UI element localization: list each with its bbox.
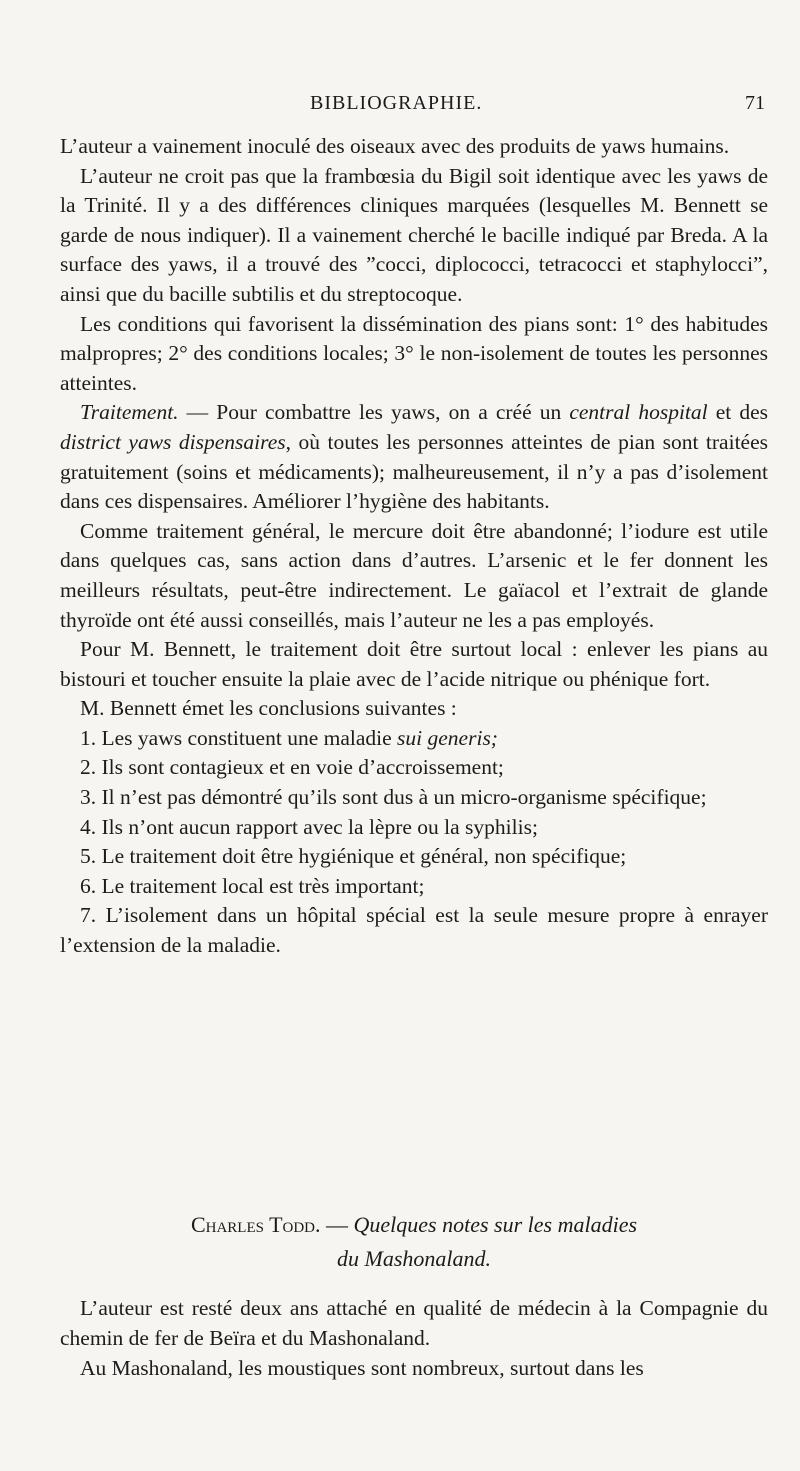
paragraph: L’auteur est resté deux ans attaché en qualité de médecin à la Compagnie du chemin de fer de Beïra et du Mashonaland. [60, 1296, 768, 1350]
conclusion-item [60, 813, 768, 843]
conclusion-number: 1. [80, 725, 102, 750]
conclusion-item [60, 753, 768, 783]
paragraph: L’auteur a vainement inoculé des oiseaux avec des produits de yaws humains. [60, 134, 730, 158]
running-title: BIBLIOGRAPHIE. [310, 92, 483, 114]
paragraph [60, 398, 768, 516]
section-heading [60, 1208, 768, 1276]
paragraph: M. Bennett émet les conclusions suivantes : [80, 696, 457, 721]
section-title-line-2: du Mashonaland. [337, 1246, 491, 1271]
text-run: Le traitement doit être hygiénique et général, non spécifique; [101, 844, 627, 869]
conclusion-number: 3. [80, 785, 102, 810]
text-run: Le traitement local est très important; [101, 873, 425, 898]
text-run: Ils n’ont aucun rapport avec la lèpre ou la syphilis; [101, 814, 538, 839]
text-run: et des [707, 400, 768, 425]
conclusion-item [60, 901, 768, 960]
conclusion-item [60, 872, 768, 902]
conclusion-number: 5. [80, 844, 102, 869]
conclusion-item [60, 842, 768, 872]
paragraph: L’auteur ne croit pas que la frambœsia du Bigil soit identique avec les yaws de la Trinité. Il y a des différences cliniques marquées (lesquelles M. Bennett se garde de nous indiquer). Il a vainement cherché le bacille indiqué par Breda. A la surface des yaws, il a trouvé des ”cocci, diplococci, tetracocci et staphylocci”, ainsi que du bacille subtilis et du streptocoque. [60, 163, 768, 306]
page-number: 71 [745, 92, 765, 114]
paragraph: Au Mashonaland, les moustiques sont nombreux, surtout dans les [80, 1356, 644, 1380]
paragraph: Les conditions qui favorisent la dissémination des pians sont: 1° des habitudes malpropres; 2° des conditions locales; 3° le non-isolement de toutes les personnes atteintes. [60, 311, 768, 395]
running-header [60, 92, 765, 126]
section-title-line-1: Quelques notes sur les maladies [353, 1212, 638, 1237]
section-dash: — [320, 1212, 354, 1237]
paragraph: Pour M. Bennett, le traitement doit être surtout local : enlever les pians au bistouri et toucher ensuite la plaie avec de l’acide nitrique ou phénique fort. [60, 637, 768, 691]
italic-text: district yaws dispensaires [60, 429, 286, 454]
italic-text: sui generis; [397, 725, 498, 750]
text-run: Ils sont contagieux et en voie d’accroissement; [101, 755, 504, 780]
conclusion-number: 7. [80, 903, 106, 928]
italic-text: Traitement. [80, 400, 179, 425]
paragraph: Comme traitement général, le mercure doit être abandonné; l’iodure est utile dans quelques cas, sans action dans d’autres. L’arsenic et le fer donnent les meilleurs résultats, peut-être indirectement. Le gaïacol et l’extrait de glande thyroïde ont été aussi conseillés, mais l’auteur ne les a pas employés. [60, 518, 768, 632]
text-run: — Pour combattre les yaws, on a créé un [178, 400, 570, 425]
text-run: L’isolement dans un hôpital spécial est la seule mesure propre à enrayer l’extension de la maladie. [60, 903, 769, 958]
conclusion-item [60, 724, 768, 754]
conclusion-number: 2. [80, 755, 102, 780]
text-run: Il n’est pas démontré qu’ils sont dus à un micro-organisme spécifique; [101, 785, 707, 810]
text-run: Les yaws constituent une maladie [101, 725, 398, 750]
italic-text: central hospital [569, 400, 708, 425]
text-run: , où toutes les personnes atteintes de pian sont traitées gratuitement (soins et médicaments); malheureusement, il n’y a pas d’isolement dans ces dispensaires. Améliorer l’hygiène des habitants. [60, 429, 768, 514]
review-body [60, 132, 768, 961]
section-body [60, 1293, 768, 1383]
section-heading-line-1 [60, 1208, 768, 1242]
section-author: Charles Todd. [190, 1212, 321, 1237]
conclusion-number: 6. [80, 873, 102, 898]
conclusion-item [60, 783, 768, 813]
conclusion-number: 4. [80, 814, 102, 839]
